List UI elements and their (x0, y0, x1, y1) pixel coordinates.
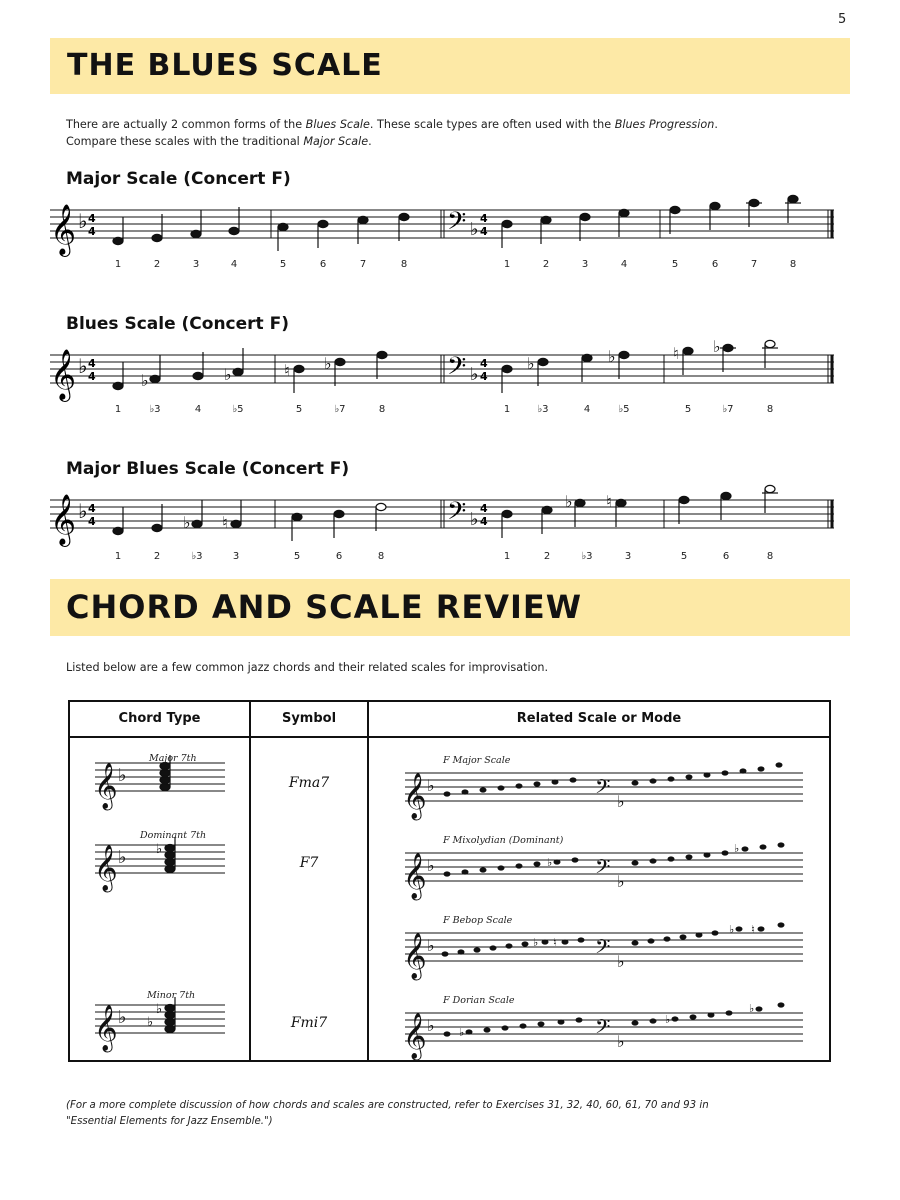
degree-label: 4 (194, 404, 202, 415)
degree-label: 5 (684, 404, 692, 415)
svg-text:♭: ♭ (608, 347, 616, 366)
page-number: 5 (838, 12, 847, 27)
major-scale-heading: Major Scale (Concert F) (66, 169, 291, 189)
svg-text:♭: ♭ (118, 1007, 127, 1028)
review-title: CHORD AND SCALE REVIEW (66, 588, 583, 626)
table-col-divider (367, 700, 369, 1062)
degree-label: 8 (378, 404, 386, 415)
degree-label: 6 (319, 259, 327, 270)
svg-text:4: 4 (480, 502, 488, 515)
svg-text:♭: ♭ (617, 1032, 625, 1051)
svg-text:4: 4 (480, 515, 488, 528)
degree-label: 1 (114, 259, 122, 270)
major-blues-scale-heading: Major Blues Scale (Concert F) (66, 459, 350, 479)
blues-scale-heading: Blues Scale (Concert F) (66, 314, 289, 334)
degree-label: 6 (722, 551, 730, 562)
svg-text:4: 4 (88, 225, 96, 238)
svg-text:♭: ♭ (617, 872, 625, 891)
blues-scale-title: THE BLUES SCALE (67, 48, 383, 83)
chord-name-dominant7: Dominant 7th (140, 830, 207, 841)
svg-text:♮: ♮ (751, 923, 755, 936)
svg-text:♮: ♮ (284, 361, 290, 380)
svg-text:♭: ♭ (78, 354, 88, 378)
svg-text:♮: ♮ (553, 936, 557, 949)
footnote-line1: (For a more complete discussion of how chords and scales are constructed, refer to Exercises 31, 32, 40, 60, 61, 70 and 93 in (66, 1100, 709, 1111)
scale-name-f-mixolydian: F Mixolydian (Dominant) (443, 835, 564, 846)
degree-label: 1 (503, 259, 511, 270)
degree-label: 3 (192, 259, 200, 270)
svg-text:4: 4 (88, 515, 96, 528)
table-header-divider (68, 736, 831, 738)
header-related-scale: Related Scale or Mode (516, 711, 682, 726)
degree-label: 2 (153, 259, 161, 270)
svg-text:♭: ♭ (78, 209, 88, 233)
degree-label: ♭7 (722, 404, 734, 415)
header-chord-type: Chord Type (118, 711, 201, 726)
degree-label: 5 (279, 259, 287, 270)
bass-clef-icon: 𝄢 (447, 497, 467, 532)
svg-text:♭: ♭ (713, 337, 721, 356)
scale-name-f-dorian: F Dorian Scale (443, 995, 515, 1006)
bass-clef-icon: 𝄢 (595, 935, 611, 963)
degree-label: 3 (624, 551, 632, 562)
bass-clef-icon: 𝄢 (595, 775, 611, 803)
svg-text:4: 4 (88, 370, 96, 383)
svg-text:♭: ♭ (224, 365, 232, 384)
degree-label: 4 (620, 259, 628, 270)
svg-text:♭: ♭ (533, 936, 539, 949)
svg-text:♭: ♭ (470, 364, 479, 385)
bass-clef-icon: 𝄢 (595, 1015, 611, 1043)
degree-label: 1 (114, 404, 122, 415)
degree-label: 7 (750, 259, 758, 270)
svg-text:4: 4 (480, 212, 488, 225)
treble-clef-icon: 𝄞 (50, 349, 77, 400)
blues-scale-staff (0, 335, 900, 425)
svg-text:♭: ♭ (749, 1002, 755, 1015)
chord-name-major7: Major 7th (149, 753, 197, 764)
svg-text:♭: ♭ (427, 1016, 435, 1035)
review-banner (50, 579, 850, 636)
svg-text:♭: ♭ (527, 354, 535, 373)
blues-intro: There are actually 2 common forms of the Blues Scale. These scale types are often used with the Blues Progression. Compare these scales with the traditional Major Scale. (66, 118, 718, 148)
major-scale-staff (0, 190, 900, 280)
treble-clef-icon: 𝄞 (94, 845, 118, 891)
footnote-line2: "Essential Elements for Jazz Ensemble.") (66, 1116, 273, 1127)
degree-label: ♭3 (149, 404, 161, 415)
svg-text:♮: ♮ (222, 513, 228, 532)
degree-label: 3 (232, 551, 240, 562)
svg-text:♭: ♭ (565, 492, 573, 511)
svg-text:♭: ♭ (118, 765, 127, 786)
blues-scale-banner (50, 38, 850, 94)
degree-label: 8 (789, 259, 797, 270)
degree-label: 7 (359, 259, 367, 270)
degree-label: 6 (711, 259, 719, 270)
svg-text:4: 4 (88, 502, 96, 515)
svg-text:♭: ♭ (470, 219, 479, 240)
bass-clef-icon: 𝄢 (447, 352, 467, 387)
svg-text:♮: ♮ (673, 344, 679, 363)
degree-label: 8 (400, 259, 408, 270)
svg-text:4: 4 (88, 357, 96, 370)
treble-clef-icon: 𝄞 (50, 204, 77, 255)
degree-label: ♭3 (191, 551, 203, 562)
degree-label: ♭5 (618, 404, 630, 415)
treble-clef-icon: 𝄞 (403, 853, 427, 899)
svg-text:♭: ♭ (734, 842, 740, 855)
svg-text:♭: ♭ (470, 509, 479, 530)
bass-clef-icon: 𝄢 (447, 207, 467, 242)
header-symbol: Symbol (281, 711, 337, 726)
svg-text:4: 4 (480, 370, 488, 383)
degree-label: 5 (295, 404, 303, 415)
degree-label: ♭5 (232, 404, 244, 415)
svg-text:♭: ♭ (729, 923, 735, 936)
svg-text:♭: ♭ (147, 1015, 154, 1030)
major-blues-scale-staff (0, 480, 900, 570)
svg-text:♮: ♮ (606, 492, 612, 511)
scale-name-f-bebop: F Bebop Scale (443, 915, 513, 926)
svg-text:♭: ♭ (617, 792, 625, 811)
treble-clef-icon: 𝄞 (403, 773, 427, 819)
degree-label: 2 (543, 551, 551, 562)
svg-text:♭: ♭ (617, 952, 625, 971)
svg-text:♭: ♭ (118, 847, 127, 868)
svg-text:♭: ♭ (156, 1002, 163, 1017)
degree-label: 8 (766, 551, 774, 562)
degree-label: ♭3 (537, 404, 549, 415)
chord-name-minor7: Minor 7th (147, 990, 196, 1001)
symbol-f7: F7 (299, 855, 319, 871)
svg-text:4: 4 (480, 225, 488, 238)
symbol-fmi7: Fmi7 (290, 1015, 328, 1031)
svg-text:♭: ♭ (427, 776, 435, 795)
svg-text:♭: ♭ (78, 499, 88, 523)
treble-clef-icon: 𝄞 (94, 763, 118, 809)
chord-staves (90, 745, 240, 1055)
svg-text:♭: ♭ (324, 354, 332, 373)
svg-text:♭: ♭ (427, 936, 435, 955)
treble-clef-icon: 𝄞 (403, 933, 427, 979)
treble-clef-icon: 𝄞 (50, 494, 77, 545)
degree-label: 8 (766, 404, 774, 415)
degree-label: 8 (377, 551, 385, 562)
degree-label: 5 (671, 259, 679, 270)
review-intro: Listed below are a few common jazz chords and their related scales for improvisation. (66, 661, 549, 674)
degree-label: 2 (542, 259, 550, 270)
treble-clef-icon: 𝄞 (403, 1013, 427, 1059)
degree-label: 5 (293, 551, 301, 562)
svg-text:♭: ♭ (459, 1026, 465, 1039)
degree-label: 1 (503, 551, 511, 562)
svg-text:♭: ♭ (547, 856, 553, 869)
svg-text:♭: ♭ (141, 371, 149, 390)
degree-label: 3 (581, 259, 589, 270)
degree-label: 5 (680, 551, 688, 562)
degree-label: 4 (583, 404, 591, 415)
bass-clef-icon: 𝄢 (595, 855, 611, 883)
degree-label: 1 (114, 551, 122, 562)
svg-text:4: 4 (480, 357, 488, 370)
svg-text:4: 4 (88, 212, 96, 225)
degree-label: ♭7 (334, 404, 346, 415)
degree-label: 6 (335, 551, 343, 562)
svg-text:♭: ♭ (665, 1013, 671, 1026)
degree-label: 2 (153, 551, 161, 562)
table-col-divider (249, 700, 251, 1062)
related-scale-staves (395, 745, 815, 1060)
footnote (66, 1098, 766, 1130)
scale-name-f-major: F Major Scale (443, 755, 511, 766)
degree-label: 4 (230, 259, 238, 270)
svg-text:♭: ♭ (183, 513, 191, 532)
symbol-fma7: Fma7 (288, 775, 330, 791)
svg-text:♭: ♭ (156, 842, 163, 857)
degree-label: 1 (503, 404, 511, 415)
treble-clef-icon: 𝄞 (94, 1005, 118, 1051)
degree-label: ♭3 (581, 551, 593, 562)
svg-text:♭: ♭ (427, 856, 435, 875)
